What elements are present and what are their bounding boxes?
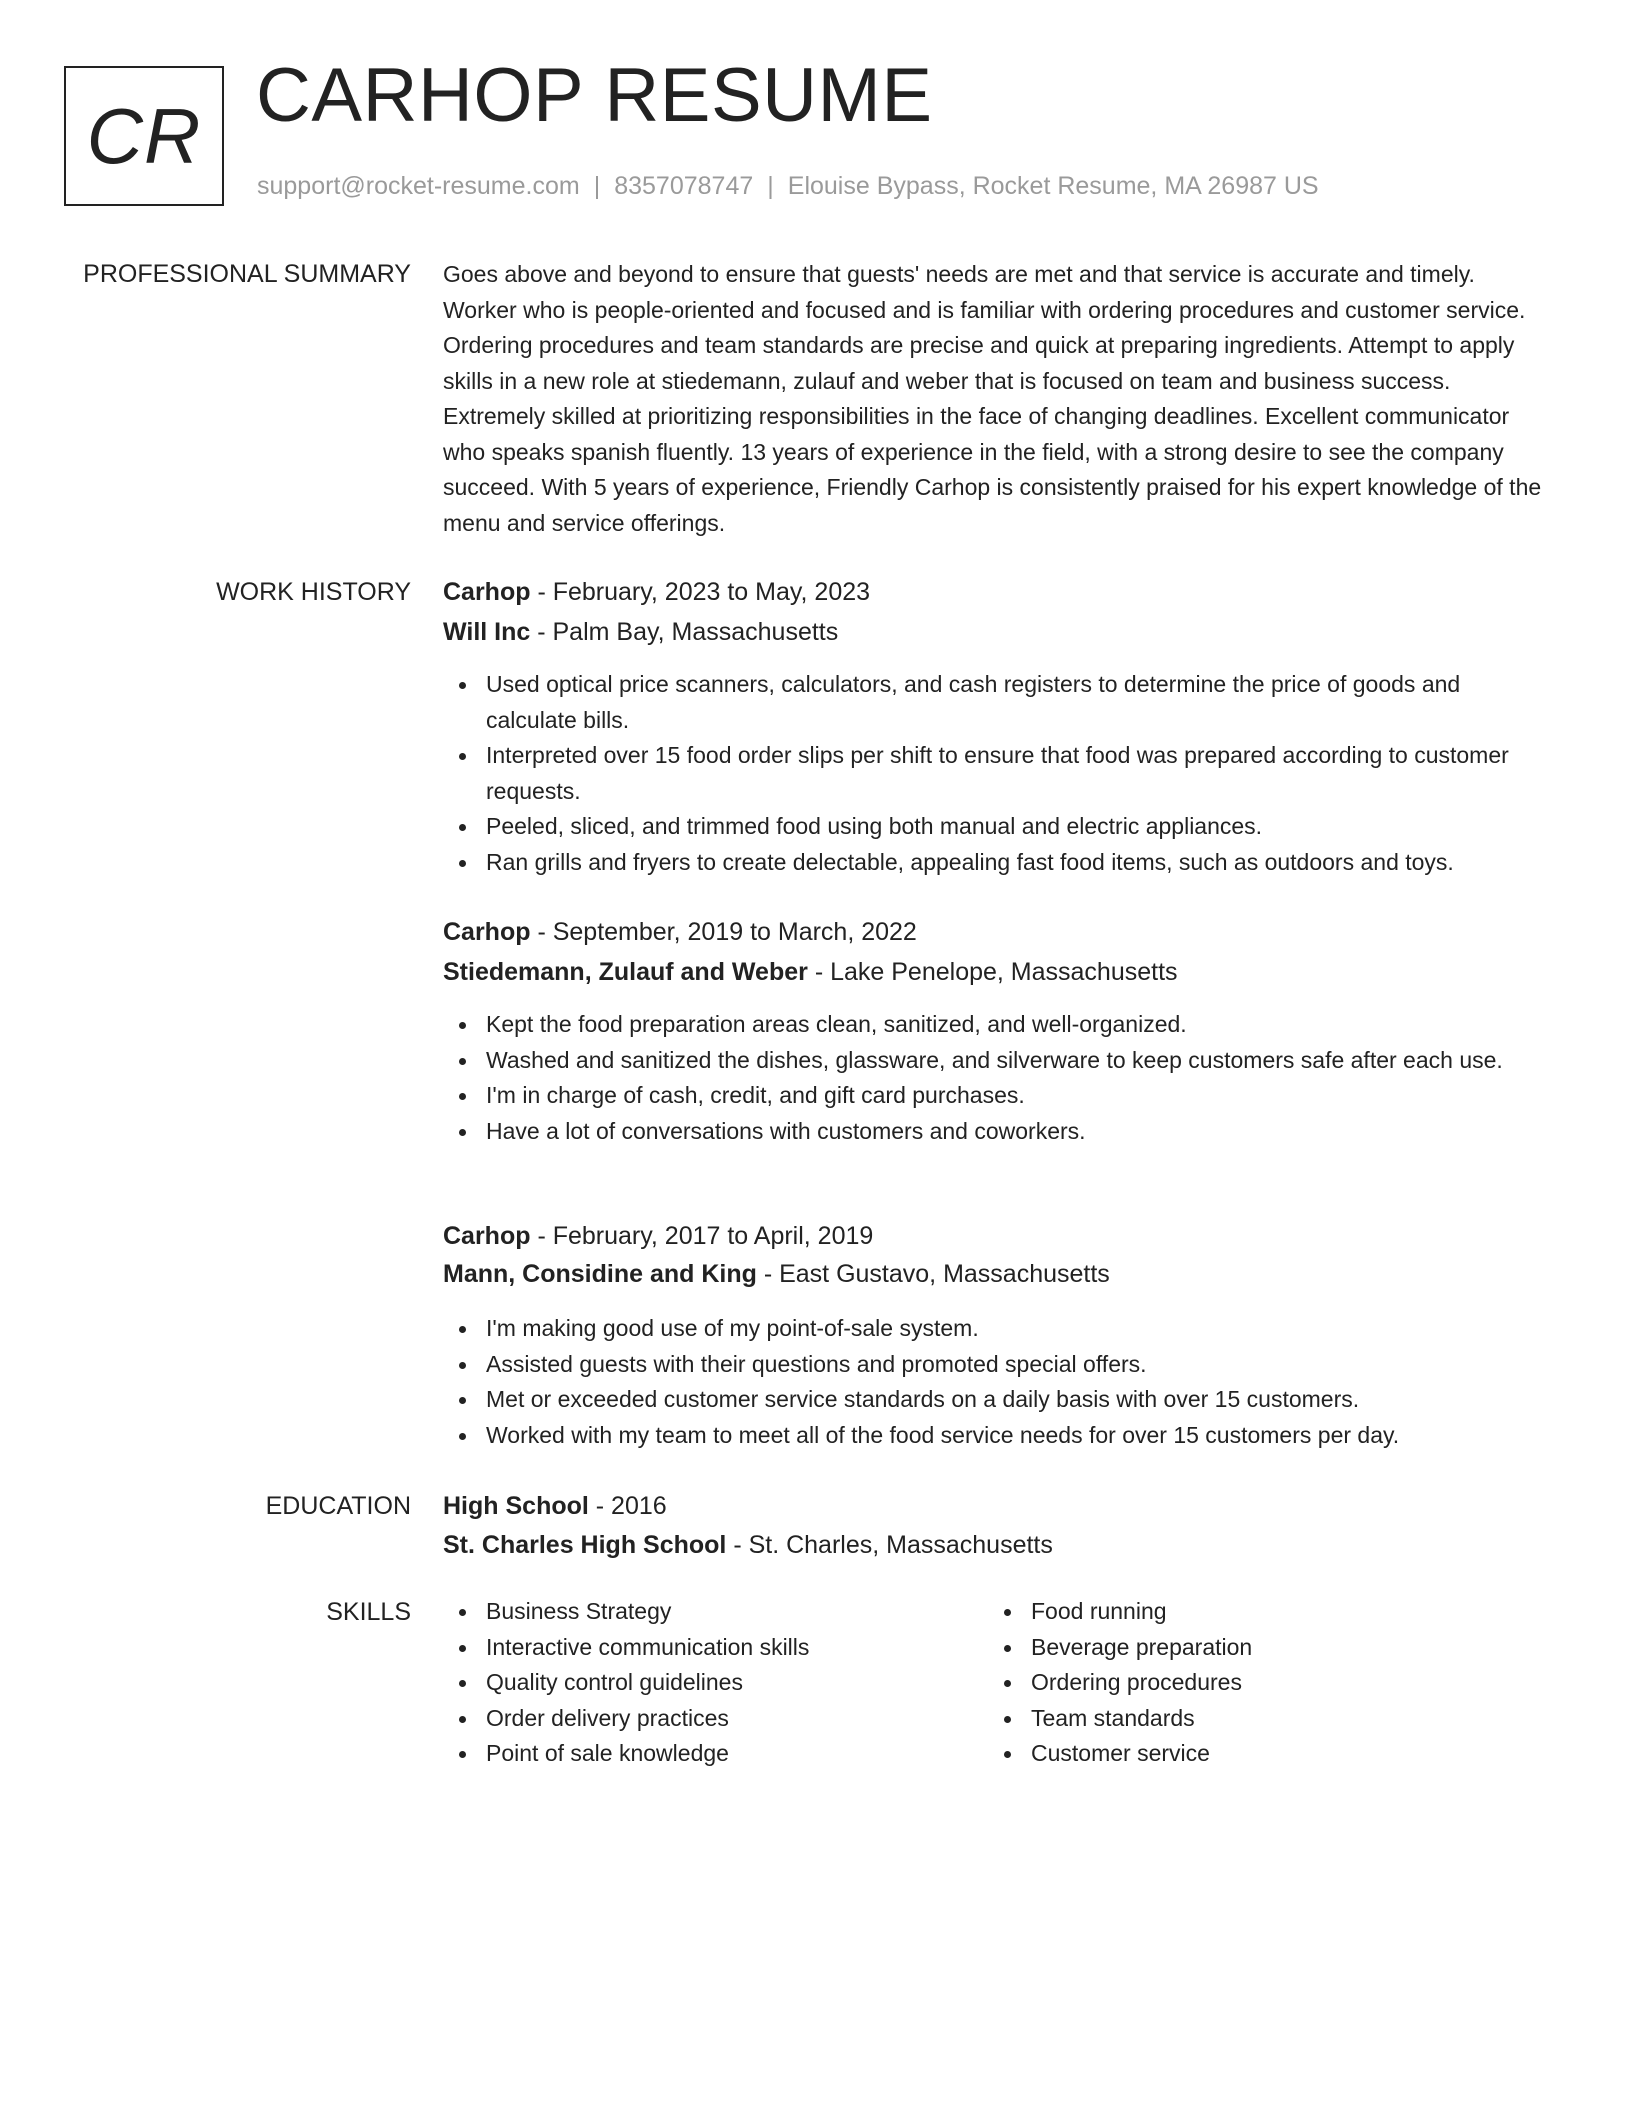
job-bullets xyxy=(443,1007,1543,1149)
job-dates: - February, 2017 to April, 2019 xyxy=(530,1222,874,1250)
job-bullets xyxy=(443,667,1543,880)
job-bullet: Have a lot of conversations with customers and coworkers. xyxy=(443,1114,1543,1150)
job-bullet: Interpreted over 15 food order slips per shift to ensure that food was prepared according to customer requests. xyxy=(443,738,1543,809)
job-bullet: Worked with my team to meet all of the food service needs for over 15 customers per day. xyxy=(443,1418,1543,1454)
job-bullets-block xyxy=(443,667,1543,880)
job-bullets-block xyxy=(443,1311,1543,1453)
monogram-box xyxy=(64,66,224,206)
job-bullets xyxy=(443,1311,1543,1453)
contact-email[interactable]: support@rocket-resume.com xyxy=(257,172,580,200)
skill-item: Team standards xyxy=(988,1701,1508,1737)
job-entry xyxy=(443,920,1543,945)
skill-item: Point of sale knowledge xyxy=(443,1736,963,1772)
section-label-education: EDUCATION xyxy=(265,1492,411,1520)
education-school-block xyxy=(443,1533,1543,1558)
skill-item: Ordering procedures xyxy=(988,1665,1508,1701)
skills-list-left xyxy=(443,1594,963,1772)
skills-column-left xyxy=(443,1594,963,1772)
job-company-block xyxy=(443,960,1543,985)
job-dates: - September, 2019 to March, 2022 xyxy=(530,918,917,946)
education-entry xyxy=(443,1494,1543,1519)
job-bullet: Ran grills and fryers to create delectable, appealing fast food items, such as outdoors and toys. xyxy=(443,845,1543,881)
education-school: St. Charles High School xyxy=(443,1531,727,1559)
skills-column-right xyxy=(988,1594,1508,1772)
job-bullet: I'm making good use of my point-of-sale system. xyxy=(443,1311,1543,1347)
monogram-initials: CR xyxy=(86,91,202,180)
skill-item: Food running xyxy=(988,1594,1508,1630)
job-location: - Lake Penelope, Massachusetts xyxy=(807,958,1178,986)
skill-item: Beverage preparation xyxy=(988,1630,1508,1666)
job-dates: - February, 2023 to May, 2023 xyxy=(530,578,871,606)
job-bullet: Assisted guests with their questions and promoted special offers. xyxy=(443,1347,1543,1383)
job-company-block xyxy=(443,620,1543,645)
job-bullet: Washed and sanitized the dishes, glassware, and silverware to keep customers safe after each use. xyxy=(443,1043,1543,1079)
job-bullet: Peeled, sliced, and trimmed food using both manual and electric appliances. xyxy=(443,809,1543,845)
job-company: Mann, Considine and King xyxy=(443,1260,757,1288)
skills-list-right xyxy=(988,1594,1508,1772)
job-bullet: I'm in charge of cash, credit, and gift card purchases. xyxy=(443,1078,1543,1114)
skill-item: Customer service xyxy=(988,1736,1508,1772)
education-degree: High School xyxy=(443,1492,589,1520)
skill-item: Order delivery practices xyxy=(443,1701,963,1737)
job-entry xyxy=(443,580,1543,605)
skill-item: Business Strategy xyxy=(443,1594,963,1630)
education-school-line xyxy=(443,1533,1543,1558)
section-label-work-history: WORK HISTORY xyxy=(216,578,411,606)
summary-text: Goes above and beyond to ensure that guests' needs are met and that service is accurate and timely. Worker who is people-oriented and focused and is familiar with ordering procedures and customer service. Ordering procedures and team standards are precise and quick at preparing ingredients. Attempt to apply skills in a new role at stiedemann, zulauf and weber that is focused on team and business success. Extremely skilled at prioritizing responsibilities in the face of changing deadlines. Excellent communicator who speaks spanish fluently. 13 years of experience in the field, with a strong desire to see the company succeed. With 5 years of experience, Friendly Carhop is consistently praised for his expert knowledge of the menu and service offerings. xyxy=(443,261,1542,536)
job-company-block xyxy=(443,1262,1543,1287)
job-company-line xyxy=(443,620,1543,645)
job-title: Carhop xyxy=(443,578,531,606)
job-location: - East Gustavo, Massachusetts xyxy=(756,1260,1110,1288)
job-title: Carhop xyxy=(443,918,531,946)
job-title: Carhop xyxy=(443,1222,531,1250)
contact-phone[interactable]: 8357078747 xyxy=(614,172,754,200)
education-year: - 2016 xyxy=(588,1492,667,1520)
job-entry xyxy=(443,1224,1543,1249)
contact-line xyxy=(257,174,1319,199)
job-company: Will Inc xyxy=(443,618,531,646)
job-company-line xyxy=(443,1262,1543,1287)
job-bullet: Kept the food preparation areas clean, sanitized, and well-organized. xyxy=(443,1007,1543,1043)
job-title-line xyxy=(443,580,1543,605)
job-bullet: Used optical price scanners, calculators, and cash registers to determine the price of goods and calculate bills. xyxy=(443,667,1543,738)
education-degree-line xyxy=(443,1494,1543,1519)
job-title-line xyxy=(443,920,1543,945)
resume-name: CARHOP RESUME xyxy=(256,53,933,138)
education-location: - St. Charles, Massachusetts xyxy=(726,1531,1053,1559)
job-location: - Palm Bay, Massachusetts xyxy=(530,618,839,646)
job-title-line xyxy=(443,1224,1543,1249)
contact-separator: | xyxy=(593,172,601,200)
skill-item: Quality control guidelines xyxy=(443,1665,963,1701)
contact-address: Elouise Bypass, Rocket Resume, MA 26987 US xyxy=(787,172,1319,200)
job-bullets-block xyxy=(443,1007,1543,1149)
skill-item: Interactive communication skills xyxy=(443,1630,963,1666)
contact-separator: | xyxy=(767,172,774,200)
section-label-summary: PROFESSIONAL SUMMARY xyxy=(83,260,411,288)
section-label-skills: SKILLS xyxy=(326,1598,411,1626)
job-bullet: Met or exceeded customer service standards on a daily basis with over 15 customers. xyxy=(443,1382,1543,1418)
job-company: Stiedemann, Zulauf and Weber xyxy=(443,958,808,986)
job-company-line xyxy=(443,960,1543,985)
